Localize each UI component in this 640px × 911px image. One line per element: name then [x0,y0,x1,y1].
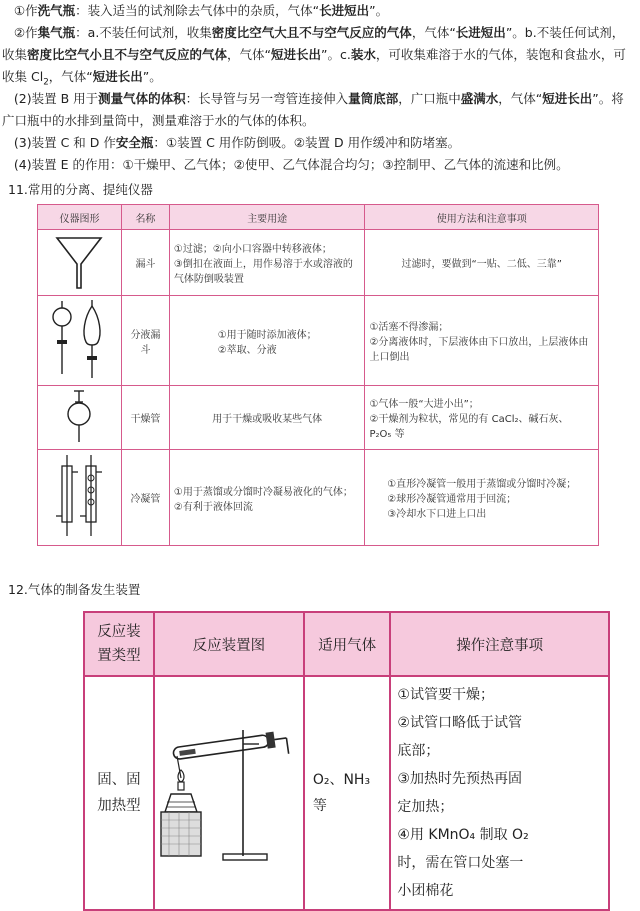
text: ”。 [369,3,389,18]
notes-cell [365,386,599,450]
apparatus-figure [154,676,304,910]
instrument-name: 冷凝管 [121,450,169,546]
table-row [38,296,599,386]
uses-cell [169,296,365,386]
bold-term: 量筒底部 [348,91,399,106]
para-device-cd [2,132,632,154]
header-cell: 仪器图形 [38,205,122,230]
text: ”。c. [321,47,351,62]
header-cell: 使用方法和注意事项 [365,205,599,230]
para-wash-bottle [2,0,632,22]
instrument-name: 分液漏斗 [121,296,169,386]
table-row [38,230,599,296]
text: ：装入适当的试剂除去气体中的杂质，气体“ [75,3,320,18]
gas-line: O₂、NH₃ [312,772,371,788]
bold-term: 长进短出 [455,25,506,40]
bold-term: 盛满水 [460,91,499,106]
type-line: 加热型 [97,798,141,814]
separation-instruments-table [37,204,599,546]
header-cell: 适用气体 [304,612,391,676]
text: ①作 [13,3,38,18]
header-cell: 名称 [121,205,169,230]
header-cell: 反应装置图 [154,612,304,676]
condenser-figure [38,450,122,546]
instrument-name: 漏斗 [121,230,169,296]
note-line: ③加热时先预热再固 [397,771,522,787]
type-line: 固、固 [97,772,141,788]
table-header-row [84,612,609,676]
funnel-figure [38,230,122,296]
table-row [84,676,609,910]
table-header-row [38,205,599,230]
bold-term: 装水 [350,47,376,62]
use-line: ③倒扣在液面上，用作易溶于水或溶液的气体防倒吸装置 [173,259,353,285]
use-line: ①用于随时添加液体； [217,329,317,341]
section-11-heading: 11.常用的分离、提纯仪器 [8,182,153,197]
uses-cell [169,230,365,296]
gas-line: 等 [312,798,327,814]
note-line: ②干燥剂为粒状，常见的有 CaCl₂、碱石灰、 [369,414,569,425]
note-line: 定加热； [397,799,454,815]
table-row [38,450,599,546]
bold-term: 短进长出 [542,91,593,106]
instrument-name: 干燥管 [121,386,169,450]
para-device-e [2,154,632,176]
uses-cell [169,386,365,450]
text: ，广口瓶中 [398,91,461,106]
text: ”。 [142,69,162,84]
note-line: ②试管口略低于试管 [397,715,522,731]
bold-term: 短进长出 [92,69,143,84]
note-line: ①活塞不得渗漏； [369,322,449,333]
note-line: 时，需在管口处塞一 [397,855,524,871]
applicable-gas-cell [304,676,391,910]
text: ，气体“ [411,25,456,40]
text: ：长导管与另一弯管连接伸入 [185,91,349,106]
use-line: ②有利于液体回流 [173,501,253,513]
header-cell: 主要用途 [169,205,365,230]
use-line: 用于干燥或吸收某些气体 [212,414,323,425]
note-line: ②球形冷凝管通常用于回流； [387,494,517,505]
note-line: 小团棉花 [397,883,454,899]
text: ，可收集难溶于水的气体，装饱和食盐水，可收集 Cl [2,47,626,84]
notes-cell [365,450,599,546]
section-12-heading: 12.气体的制备发生装置 [8,582,141,597]
text: ，气体“ [48,69,93,84]
para-device-b [2,88,632,132]
text: ”。b.不装任何试剂，收集 [2,25,625,62]
bold-term: 测量气体的体积 [98,91,186,106]
bold-term: 密度比空气小且不与空气反应的气体 [27,47,228,62]
text: ，气体“ [498,91,543,106]
note-line: ④用 KMnO₄ 制取 O₂ [397,827,529,843]
drying-tube-figure [38,386,122,450]
note-line: ①试管要干燥； [397,687,494,703]
bold-term: 集气瓶 [37,25,76,40]
note-line: ①直形冷凝管一般用于蒸馏或分馏时冷凝； [387,479,577,490]
table-row [38,386,599,450]
separatory-funnel-icon [44,298,114,380]
bold-term: 短进长出 [271,47,322,62]
solid-heating-apparatus-icon [159,716,299,866]
header-cell: 操作注意事项 [390,612,609,676]
funnel-icon [54,232,104,290]
bold-term: 洗气瓶 [37,3,76,18]
text: ，气体“ [227,47,272,62]
reaction-type-cell [84,676,154,910]
text: ：①装置 C 用作防倒吸。②装置 D 用作缓冲和防堵塞。 [153,135,461,150]
uses-cell [169,450,365,546]
text: ：a.不装任何试剂，收集 [75,25,212,40]
note-line: P₂O₅ 等 [369,429,405,440]
header-text: 反应装置类型 [97,624,141,664]
gas-generation-table [83,611,610,911]
bold-term: 安全瓶 [115,135,154,150]
notes-cell [365,296,599,386]
note-line: 底部； [397,743,440,759]
text: ②作 [13,25,38,40]
text: (4)装置 E 的作用：①干燥甲、乙气体；②使甲、乙气体混合均匀；③控制甲、乙气体的流速和比例。 [13,157,569,172]
notes-cell [365,230,599,296]
operation-notes-cell [390,676,609,910]
subscript: 2 [43,77,49,88]
header-cell [84,612,154,676]
note-line: ③冷却水下口进上口出 [387,509,487,520]
note-line: ①气体一般“大进小出”； [369,399,479,410]
note-line: ②分离液体时，下层液体由下口放出，上层液体由上口倒出 [369,337,589,363]
text: (3)装置 C 和 D 作 [13,135,116,150]
use-line: ②萃取、分液 [217,344,277,356]
text: ”。将广口瓶中的水排到量筒中，测量难溶于水的气体的体积。 [2,91,624,128]
note-line: 过滤时，要做到“一贴、二低、三靠” [401,259,562,270]
separatory-funnel-figure [38,296,122,386]
bold-term: 密度比空气大且不与空气反应的气体 [211,25,412,40]
drying-tube-icon [59,388,99,444]
use-line: ①用于蒸馏或分馏时冷凝易液化的气体； [173,486,353,498]
bold-term: 长进短出 [319,3,370,18]
para-gas-collect-bottle [2,22,632,94]
text: (2)装置 B 用于 [13,91,99,106]
condenser-icon [49,452,109,540]
use-line: ①过滤；②向小口容器中转移液体； [173,244,332,255]
